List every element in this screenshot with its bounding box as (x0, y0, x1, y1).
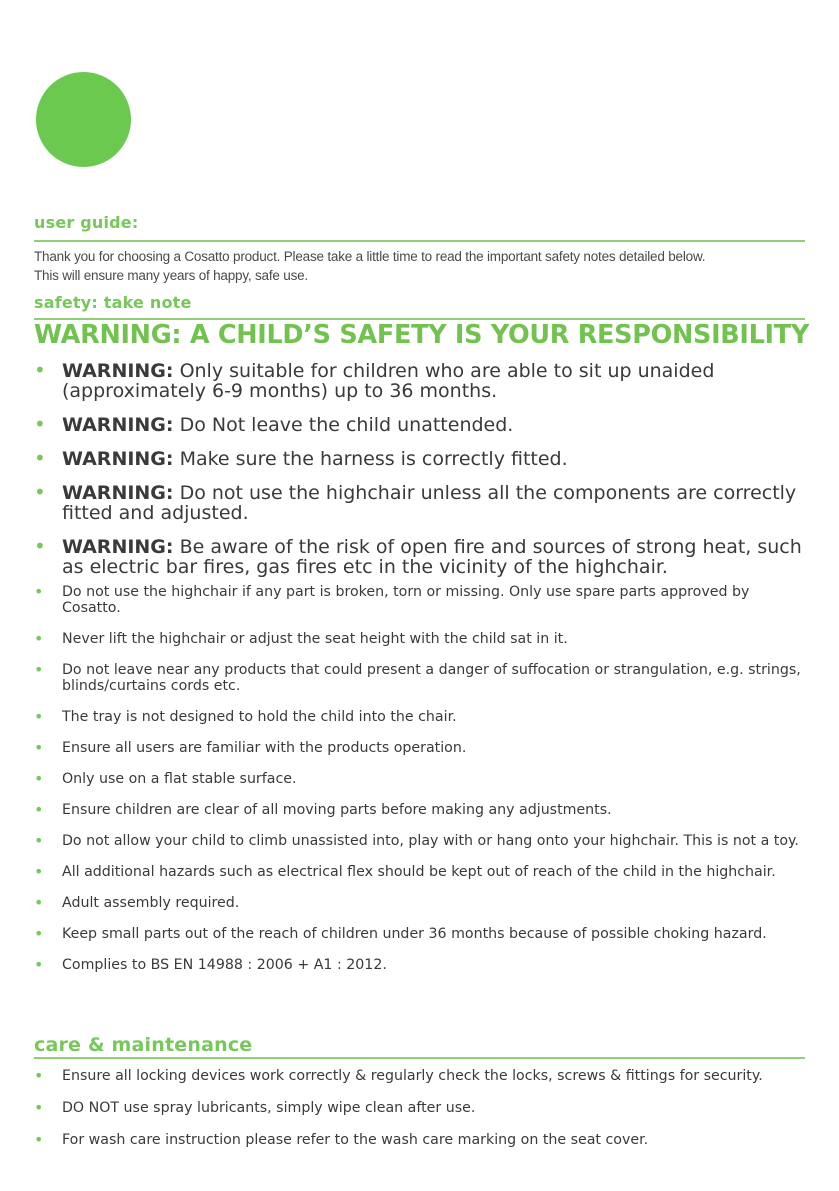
bullet-icon: • (34, 480, 46, 504)
bullet-icon: • (34, 738, 44, 757)
note-text: Do not use the highchair if any part is broken, torn or missing. Only use spare parts approved by Cosatto. (62, 584, 750, 616)
user-guide-heading: user guide: (34, 213, 139, 232)
bullet-icon: • (34, 924, 44, 943)
note-item (34, 631, 809, 647)
note-text: Only use on a flat stable surface. (62, 771, 297, 787)
bullet-icon: • (34, 660, 44, 679)
care-heading: care & maintenance (34, 1034, 253, 1056)
warning-item (34, 534, 809, 578)
note-item (34, 584, 809, 616)
care-item (34, 1100, 809, 1116)
bullet-icon: • (34, 1066, 44, 1085)
care-list (34, 1068, 809, 1164)
bullet-icon: • (34, 629, 44, 648)
note-item (34, 802, 809, 818)
bullet-icon: • (34, 1098, 44, 1117)
green-circle-logo (36, 72, 131, 167)
note-item (34, 833, 809, 849)
bullet-icon: • (34, 412, 46, 436)
bullet-icon: • (34, 862, 44, 881)
warning-item (34, 412, 809, 436)
warning-keyword: WARNING: (62, 414, 174, 436)
note-item (34, 926, 809, 942)
care-item (34, 1068, 809, 1084)
bullet-icon: • (34, 893, 44, 912)
bullet-icon: • (34, 1130, 44, 1149)
care-text: DO NOT use spray lubricants, simply wipe clean after use. (62, 1100, 476, 1116)
bullet-icon: • (34, 358, 46, 382)
note-text: Ensure all users are familiar with the products operation. (62, 740, 467, 756)
bullet-icon: • (34, 769, 44, 788)
warning-item (34, 480, 809, 524)
warning-text: Make sure the harness is correctly fitted. (179, 448, 568, 470)
bullet-icon: • (34, 800, 44, 819)
note-text: Do not leave near any products that could present a danger of suffocation or strangulation, e.g. strings, blinds/curtains cords etc. (62, 662, 801, 694)
warning-text: Only suitable for children who are able to sit up unaided (approximately 6-9 months) up to 36 months. (62, 360, 715, 402)
bullet-icon: • (34, 707, 44, 726)
note-text: All additional hazards such as electrical flex should be kept out of reach of the child in the highchair. (62, 864, 776, 880)
main-warning-heading: WARNING: A CHILD’S SAFETY IS YOUR RESPONSIBILITY (34, 320, 809, 350)
bullet-icon: • (34, 534, 46, 558)
bullet-icon: • (34, 446, 46, 470)
safety-notes-list (34, 584, 809, 988)
warning-text: Do Not leave the child unattended. (179, 414, 514, 436)
note-item (34, 709, 809, 725)
warning-keyword: WARNING: (62, 360, 174, 382)
warning-list (34, 358, 809, 591)
warning-text: Be aware of the risk of open fire and sources of strong heat, such as electric bar fires, gas fires etc in the vicinity of the highchair. (62, 536, 802, 578)
note-text: Adult assembly required. (62, 895, 240, 911)
warning-item (34, 446, 809, 470)
care-divider (34, 1057, 805, 1059)
bullet-icon: • (34, 831, 44, 850)
note-text: Ensure children are clear of all moving parts before making any adjustments. (62, 802, 612, 818)
note-item (34, 662, 809, 694)
intro-text (34, 247, 824, 285)
note-item (34, 771, 809, 787)
intro-line-2: This will ensure many years of happy, safe use. (34, 268, 308, 283)
bullet-icon: • (34, 582, 44, 601)
note-text: Never lift the highchair or adjust the seat height with the child sat in it. (62, 631, 568, 647)
note-item (34, 895, 809, 911)
care-item (34, 1132, 809, 1148)
warning-keyword: WARNING: (62, 482, 174, 504)
safety-heading: safety: take note (34, 293, 192, 312)
care-text: For wash care instruction please refer to the wash care marking on the seat cover. (62, 1132, 649, 1148)
note-item (34, 957, 809, 973)
note-item (34, 740, 809, 756)
care-text: Ensure all locking devices work correctly & regularly check the locks, screws & fittings for security. (62, 1068, 763, 1084)
warning-keyword: WARNING: (62, 448, 174, 470)
note-item (34, 864, 809, 880)
warning-item (34, 358, 809, 402)
warning-keyword: WARNING: (62, 536, 174, 558)
user-guide-divider (34, 240, 805, 242)
note-text: Do not allow your child to climb unassisted into, play with or hang onto your highchair. This is not a toy. (62, 833, 799, 849)
note-text: Complies to BS EN 14988 : 2006 + A1 : 2012. (62, 957, 387, 973)
note-text: The tray is not designed to hold the child into the chair. (62, 709, 457, 725)
warning-text: Do not use the highchair unless all the components are correctly fitted and adjusted. (62, 482, 797, 524)
bullet-icon: • (34, 955, 44, 974)
intro-line-1: Thank you for choosing a Cosatto product. Please take a little time to read the important safety notes detailed below. (34, 249, 706, 264)
note-text: Keep small parts out of the reach of children under 36 months because of possible choking hazard. (62, 926, 767, 942)
